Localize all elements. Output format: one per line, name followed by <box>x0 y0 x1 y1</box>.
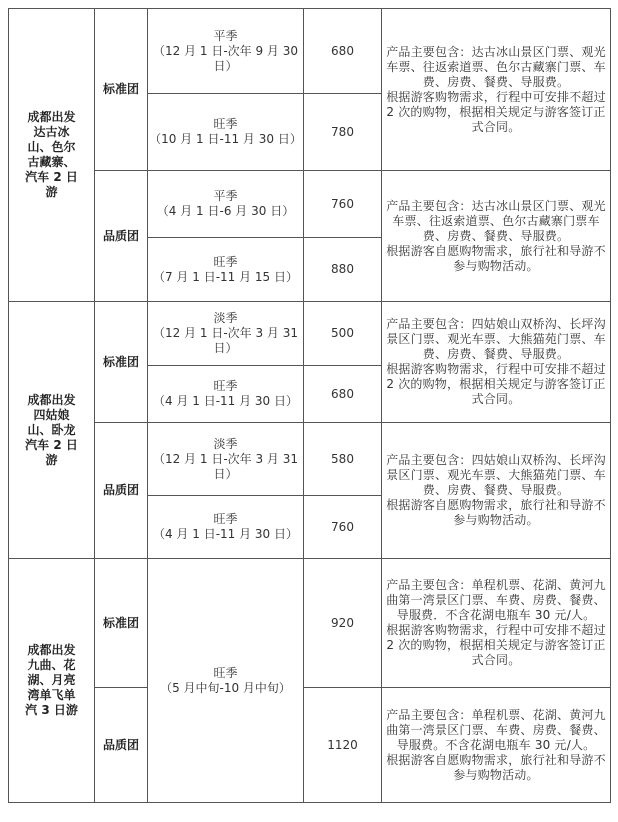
season-cell <box>148 171 304 238</box>
season-cell <box>148 496 304 559</box>
route-name-dagu: 成都出发 达古冰 山、色尔 古藏寨、 汽车 2 日 游 <box>9 9 95 302</box>
price-value: 760 <box>304 171 382 238</box>
season-name: 旺季 <box>213 512 238 526</box>
price-value: 580 <box>304 423 382 496</box>
table-row <box>9 171 611 238</box>
tour-type-quality: 品质团 <box>95 423 148 559</box>
tour-type-quality: 品质团 <box>95 171 148 302</box>
price-value: 880 <box>304 238 382 302</box>
season-name: 淡季 <box>213 436 238 451</box>
season-name: 旺季 <box>213 379 238 393</box>
season-cell <box>148 423 304 496</box>
season-name: 平季 <box>213 28 238 43</box>
season-cell <box>148 366 304 423</box>
season-range: （12 月 1 日-次年 9 月 30 日） <box>152 43 299 73</box>
product-description: 产品主要包含：达古冰山景区门票、观光车票、往返索道票、色尔古藏寨门票车费、房费、餐费、导服费。 根据游客自愿购物需求，旅行社和导游不参与购物活动。 <box>382 171 611 302</box>
price-value: 920 <box>304 559 382 688</box>
price-value: 680 <box>304 366 382 423</box>
season-name: 旺季 <box>213 117 238 131</box>
price-value: 500 <box>304 302 382 366</box>
product-description: 产品主要包含：达古冰山景区门票、观光车票、往返索道票、色尔古藏寨门票、车费、房费、餐费、导服费。 根据游客购物需求，行程中可安排不超过 2 次的购物，根据相关规定与游客签订正式合同。 <box>382 9 611 171</box>
season-range: （5 月中旬-10 月中旬） <box>160 680 291 695</box>
table-row <box>9 559 611 688</box>
price-value: 780 <box>304 94 382 171</box>
season-range: （4 月 1 日-11 月 30 日） <box>152 527 299 541</box>
season-cell <box>148 238 304 302</box>
tour-type-standard: 标准团 <box>95 9 148 171</box>
season-range: （4 月 1 日-11 月 30 日） <box>152 394 299 408</box>
tour-type-standard: 标准团 <box>95 559 148 688</box>
season-name: 旺季 <box>213 254 238 269</box>
price-value: 680 <box>304 9 382 94</box>
tour-price-table <box>8 8 611 803</box>
season-range: （7 月 1 日-11 月 15 日） <box>152 269 299 284</box>
season-range: （10 月 1 日-11 月 30 日） <box>149 132 302 146</box>
table-row <box>9 688 611 803</box>
product-description: 产品主要包含：单程机票、花湖、黄河九曲第一湾景区门票、车费、房费、餐费、导服费．不含花湖电瓶车 30 元/人。 根据游客购物需求，行程中可安排不超过 2 次的购物，根据相关规定与游客签订正式合同。 <box>382 559 611 688</box>
season-range: （4 月 1 日-6 月 30 日） <box>156 204 295 218</box>
season-cell <box>148 94 304 171</box>
season-name: 平季 <box>213 189 238 203</box>
season-range: （12 月 1 日-次年 3 月 31 日） <box>152 326 299 355</box>
season-cell <box>148 559 304 803</box>
price-value: 760 <box>304 496 382 559</box>
season-name: 旺季 <box>213 665 238 680</box>
table-row <box>9 9 611 94</box>
product-description: 产品主要包含：单程机票、花湖、黄河九曲第一湾景区门票、车费、房费、餐费、导服费。不含花湖电瓶车 30 元/人。 根据游客自愿购物需求，旅行社和导游不参与购物活动。 <box>382 688 611 803</box>
season-cell <box>148 9 304 94</box>
season-cell <box>148 302 304 366</box>
product-description: 产品主要包含：四姑娘山双桥沟、长坪沟景区门票、观光车票、大熊猫苑门票、车费、房费、餐费、导服费。 根据游客购物需求，行程中可安排不超过 2 次的购物，根据相关规定与游客签订正式合同。 <box>382 302 611 423</box>
season-range: （12 月 1 日-次年 3 月 31 日） <box>152 451 299 481</box>
price-value: 1120 <box>304 688 382 803</box>
route-name-siguniang: 成都出发 四姑娘 山、卧龙 汽车 2 日 游 <box>9 302 95 559</box>
table-row <box>9 423 611 496</box>
tour-type-standard: 标准团 <box>95 302 148 423</box>
product-description: 产品主要包含：四姑娘山双桥沟、长坪沟景区门票、观光车票、大熊猫苑门票、车费、房费、餐费、导服费。 根据游客自愿购物需求，旅行社和导游不参与购物活动。 <box>382 423 611 559</box>
season-name: 淡季 <box>213 311 238 325</box>
table-row <box>9 302 611 366</box>
route-name-jiuqu: 成都出发 九曲、花 湖、月亮 湾单飞单 汽 3 日游 <box>9 559 95 803</box>
tour-type-quality: 品质团 <box>95 688 148 803</box>
